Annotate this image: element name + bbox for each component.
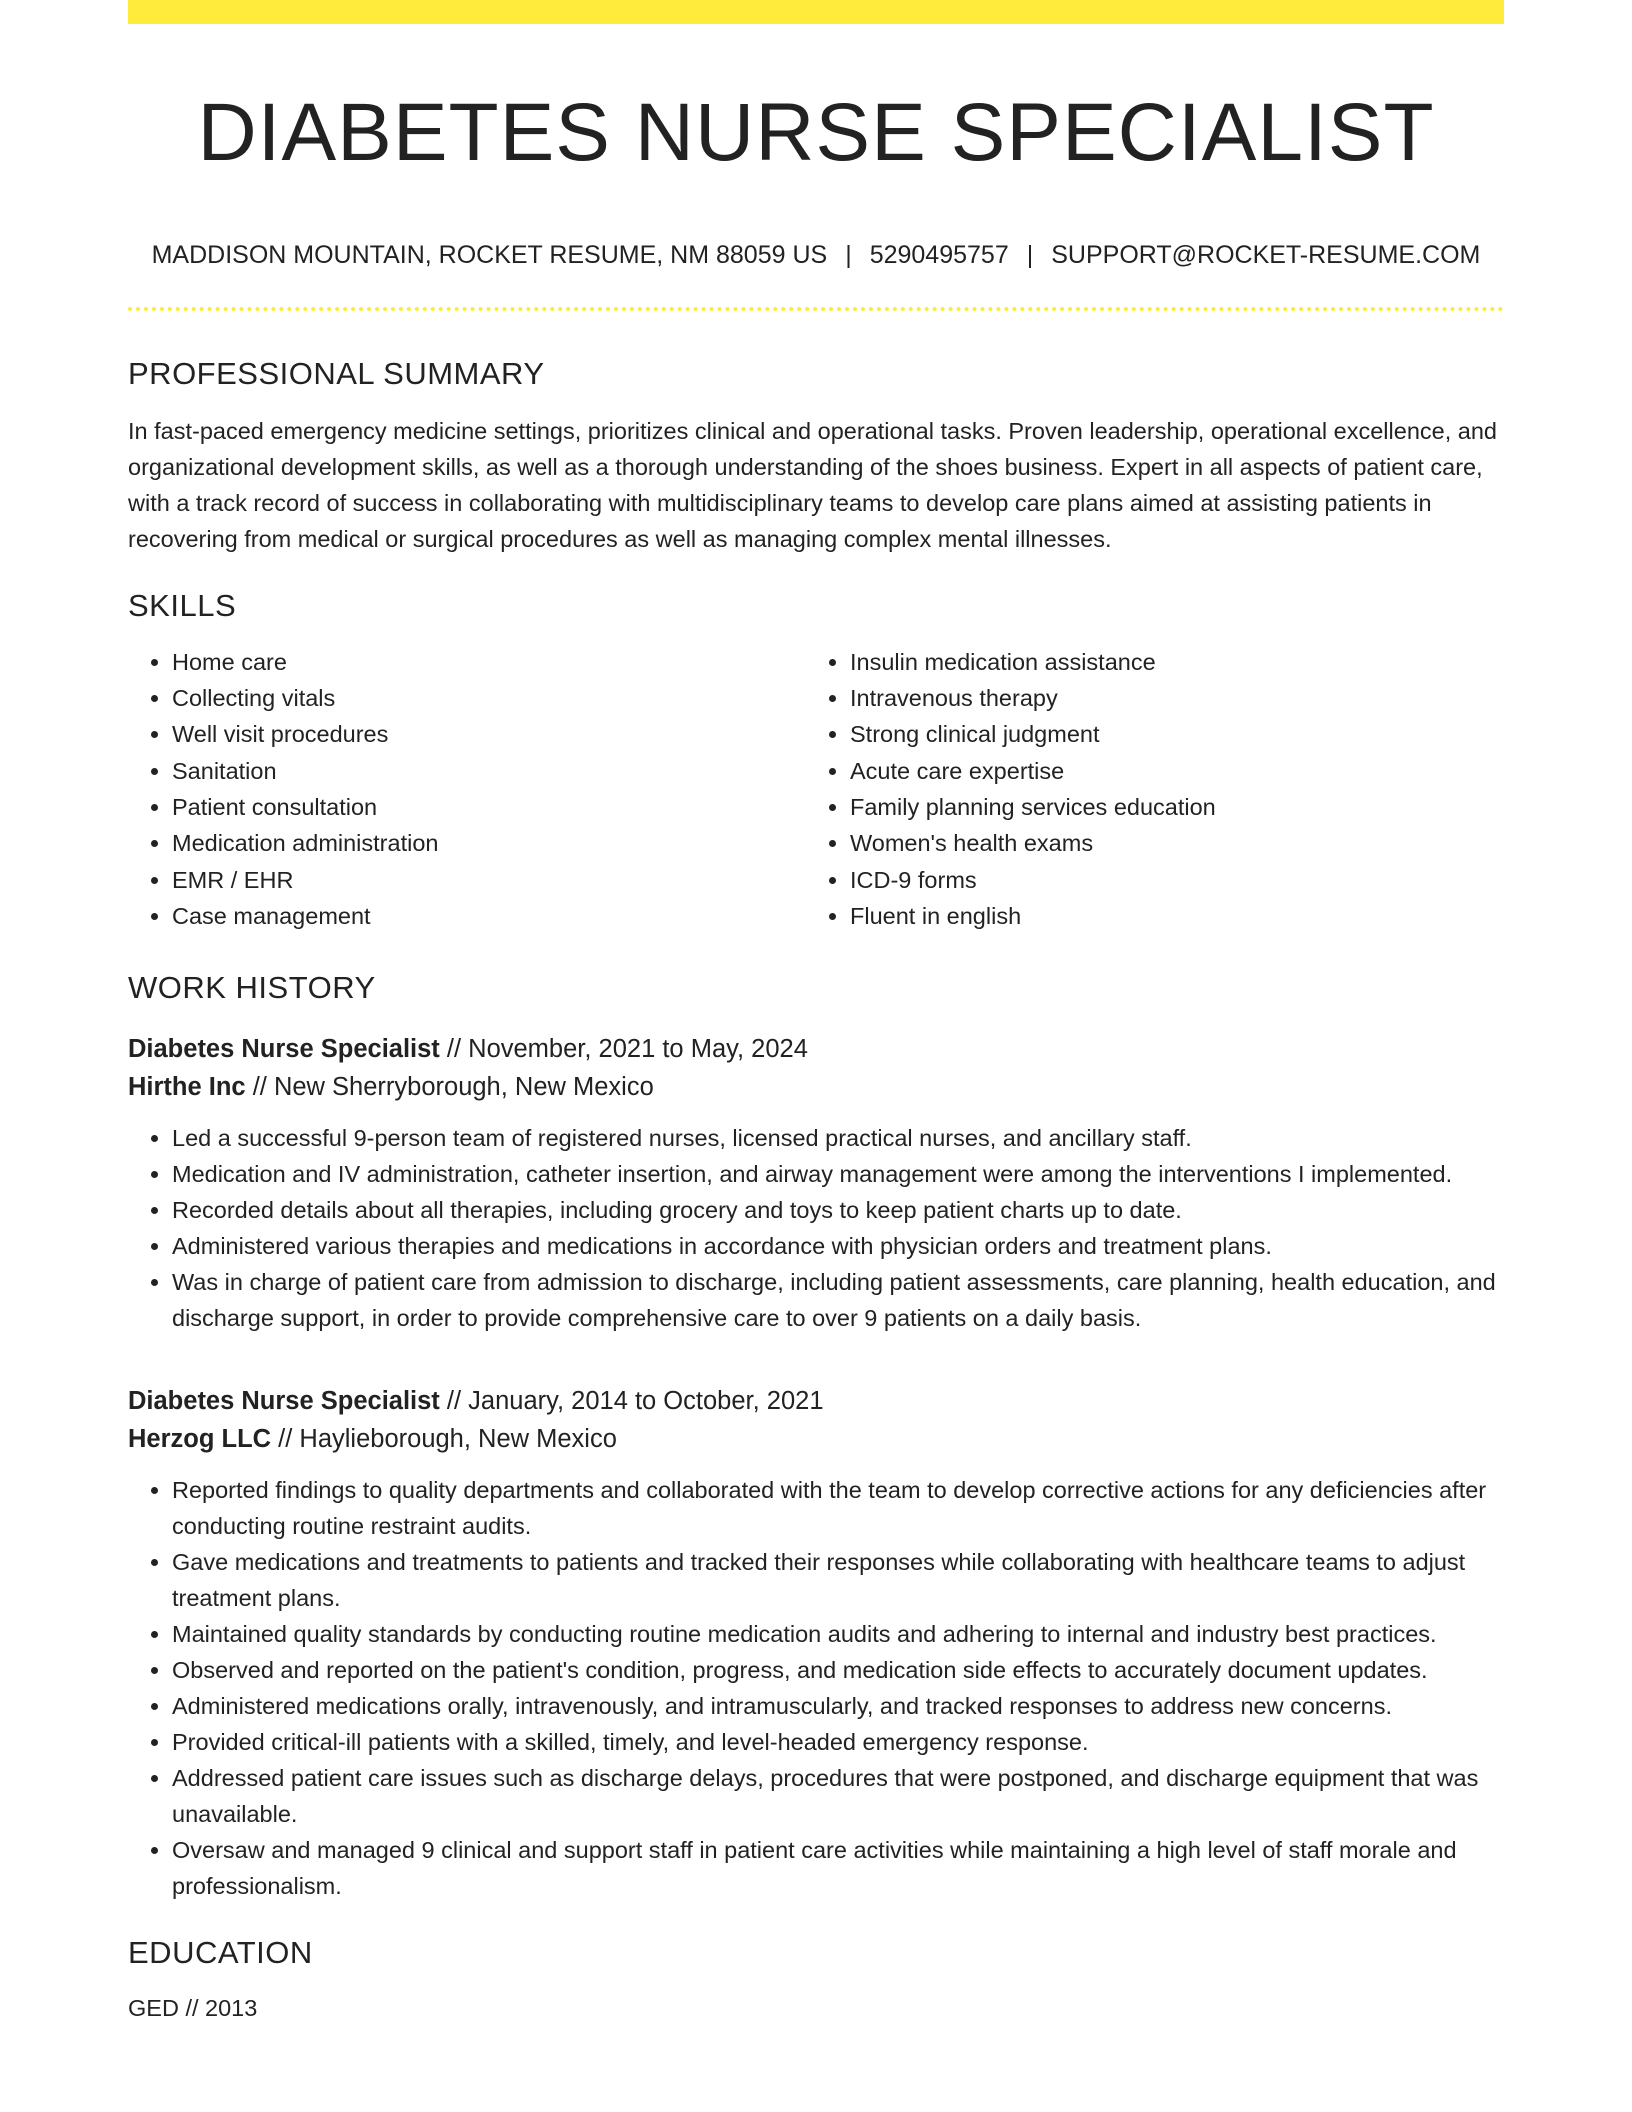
skills-column-left: [128, 644, 806, 934]
job-dates: // November, 2021 to May, 2024: [439, 1035, 808, 1064]
job-bullet: • Reported findings to quality departments and collaborated with the team to develop corrective actions for any deficiencies after conducting routine restraint audits.: [172, 1472, 1504, 1544]
work-history-title: WORK HISTORY: [128, 970, 376, 1006]
skill-item: • Home care: [172, 644, 806, 680]
job-role-line: [128, 1382, 1504, 1420]
skills-title: SKILLS: [128, 587, 237, 623]
job-company-line: [128, 1420, 1504, 1458]
contact-phone: 5290495757: [869, 241, 1009, 270]
skill-item: • Strong clinical judgment: [850, 716, 1484, 752]
skill-item: • Collecting vitals: [172, 680, 806, 716]
job-company: Hirthe Inc: [128, 1073, 246, 1102]
skill-item: • Medication administration: [172, 825, 806, 861]
job-role: Diabetes Nurse Specialist: [128, 1035, 440, 1064]
skill-item: • Family planning services education: [850, 789, 1484, 825]
job-bullet: • Maintained quality standards by conducting routine medication audits and adhering to internal and industry best practices.: [172, 1616, 1504, 1652]
job-bullet: • Administered medications orally, intravenously, and intramuscularly, and tracked responses to address new concerns.: [172, 1688, 1504, 1724]
summary-text: In fast-paced emergency medicine settings, prioritizes clinical and operational tasks. Proven leadership, operational excellence, and organizational development skills, as well as a thorough understanding of the shoes business. Expert in all aspects of patient care, with a track record of success in collaborating with multidisciplinary teams to develop care plans aimed at assisting patients in recovering from medical or surgical procedures as well as managing complex mental illnesses.: [128, 417, 1497, 552]
job-bullets: [128, 1472, 1504, 1904]
skill-item: • Patient consultation: [172, 789, 806, 825]
job-entry: [128, 1030, 1504, 1336]
summary-title: PROFESSIONAL SUMMARY: [128, 356, 545, 392]
job-bullet: • Gave medications and treatments to patients and tracked their responses while collaborating with healthcare teams to adjust treatment plans.: [172, 1544, 1504, 1616]
job-entry: [128, 1382, 1504, 1904]
job-role-line: [128, 1030, 1504, 1068]
job-role: Diabetes Nurse Specialist: [128, 1387, 440, 1416]
job-location: // New Sherryborough, New Mexico: [245, 1073, 654, 1102]
contact-email[interactable]: SUPPORT@ROCKET-RESUME.COM: [1051, 241, 1481, 270]
job-dates: // January, 2014 to October, 2021: [439, 1387, 824, 1416]
job-bullet: • Was in charge of patient care from admission to discharge, including patient assessments, care planning, health education, and discharge support, in order to provide comprehensive care to over 9 patients on a daily basis.: [172, 1264, 1504, 1336]
job-bullet: • Led a successful 9-person team of registered nurses, licensed practical nurses, and ancillary staff.: [172, 1120, 1504, 1156]
job-bullet: • Medication and IV administration, catheter insertion, and airway management were among the interventions I implemented.: [172, 1156, 1504, 1192]
skills-list: [128, 644, 1504, 934]
contact-separator: |: [845, 241, 852, 270]
skills-column-right: [806, 644, 1484, 934]
accent-bar: [128, 0, 1504, 24]
skill-item: • Well visit procedures: [172, 716, 806, 752]
skill-item: • Intravenous therapy: [850, 680, 1484, 716]
skill-item: • EMR / EHR: [172, 862, 806, 898]
skill-item: • Fluent in english: [850, 898, 1484, 934]
job-bullets: [128, 1120, 1504, 1336]
education-entry: GED // 2013: [128, 1994, 258, 2021]
dotted-divider: [128, 307, 1504, 311]
skill-item: • Case management: [172, 898, 806, 934]
resume-name: DIABETES NURSE SPECIALIST: [197, 87, 1435, 178]
job-bullet: • Provided critical-ill patients with a skilled, timely, and level-headed emergency response.: [172, 1724, 1504, 1760]
job-bullet: • Recorded details about all therapies, including grocery and toys to keep patient charts up to date.: [172, 1192, 1504, 1228]
contact-separator: |: [1026, 241, 1034, 270]
skill-item: • ICD-9 forms: [850, 862, 1484, 898]
skill-item: • Insulin medication assistance: [850, 644, 1484, 680]
job-bullet: • Addressed patient care issues such as discharge delays, procedures that were postponed, and discharge equipment that was unavailable.: [172, 1760, 1504, 1832]
skill-item: • Sanitation: [172, 753, 806, 789]
job-bullet: • Observed and reported on the patient's condition, progress, and medication side effects to accurately document updates.: [172, 1652, 1504, 1688]
job-company: Herzog LLC: [128, 1425, 272, 1454]
skill-item: • Women's health exams: [850, 825, 1484, 861]
resume-page: [128, 0, 1504, 2026]
job-company-line: [128, 1068, 1504, 1106]
job-location: // Haylieborough, New Mexico: [271, 1425, 617, 1454]
contact-line: [128, 240, 1504, 270]
job-bullet: • Oversaw and managed 9 clinical and support staff in patient care activities while maintaining a high level of staff morale and professionalism.: [172, 1832, 1504, 1904]
job-bullet: • Administered various therapies and medications in accordance with physician orders and treatment plans.: [172, 1228, 1504, 1264]
skill-item: • Acute care expertise: [850, 753, 1484, 789]
contact-address: MADDISON MOUNTAIN, ROCKET RESUME, NM 88059 US: [151, 241, 828, 270]
education-title: EDUCATION: [128, 1935, 313, 1971]
